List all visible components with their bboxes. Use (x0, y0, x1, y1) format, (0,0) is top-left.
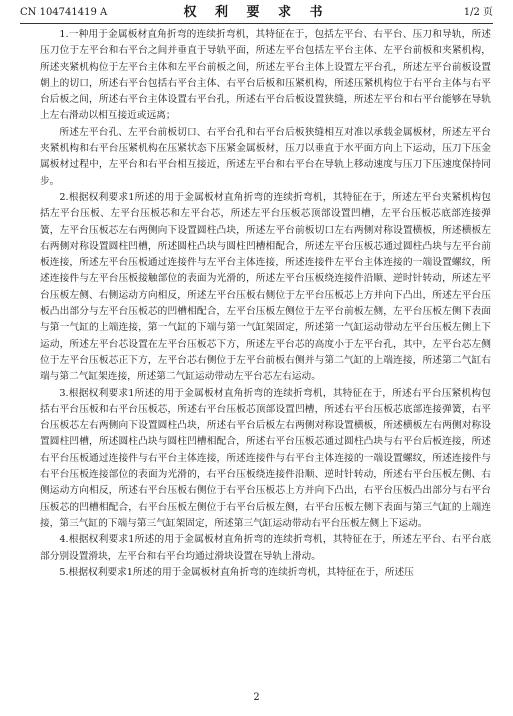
claim-4: 4.根据权利要求1所述的用于金属板材直角折弯的连续折弯机，其特征在于，所述左平台、右平台底部分别设置滑块，左平台和右平台均通过滑块设置在导轨上滑动。 (40, 534, 491, 562)
document-number: CN 104741419 A (20, 7, 108, 18)
claims-body (40, 27, 491, 581)
claim-5: 5.根据权利要求1所述的用于金属板材直角折弯的连续折弯机，其特征在于，所述压 (59, 566, 414, 578)
page-header (20, 4, 493, 21)
page-indicator: 1/2 页 (463, 7, 493, 18)
page-number: 2 (253, 692, 260, 703)
document-title: 权 利 要 求 书 (183, 5, 330, 20)
claim-2: 2.根据权利要求1所述的用于金属板材直角折弯的连续折弯机，其特征在于，所述左平台夹紧机构包括左平台压板、左平台压板芯和左平台芯，所述左平台压板芯顶部设置凹槽，左平台压板芯底部连接弹簧，左平台压板芯左右两侧向下设置圆柱凸块，所述左平台前板切口左右两侧对称设置横板，所述横板左右两侧对称设置圆柱凹槽，所述圆柱凸块与圆柱凹槽相配合，所述左平台压板芯通过圆柱凸块与左平台前板连接，所述左平台压板通过连接件与左平台主体连接，所述连接件左平台主体连接的一端设置螺纹，所述连接件与左平台压板接触部位的表面为光滑的，所述左平台压板绕连接件沿顺、逆时针转动，所述左平台压板左侧、右侧运动方向相反，所述左平台压板右侧位于左平台压板芯上方并向下凸出，所述左平台压板凸出部分与左平台压板芯的凹槽相配合，左平台压板左侧位于左平台前板左侧，左平台压板左侧下表面与第一气缸的上端连接，第一气缸的下端与第一气缸架固定，所述第一气缸运动带动左平台压板左侧上下运动，所述左平台芯设置在左平台压板芯下方，所述左平台芯的高度小于左平台孔，其中，左平台芯左侧位于左平台压板芯正下方，左平台芯右侧位于左平台前板右侧并与第二气缸的上端连接，所述第二气缸右端与第二气缸架连接，所述第二气缸运动带动左平台芯左右运动。 (40, 191, 491, 383)
header-divider (20, 23, 493, 24)
claim-1-continuation: 所述左平台孔、左平台前板切口、右平台孔和右平台后板狭缝相互对准以承载金属板材，所述左平台夹紧机构和右平台压紧机构在压紧状态下压紧金属板材，压刀以垂直于水平面方向上下运动，压刀下压金属板材过程中，左平台和右平台相互接近，所述左平台和右平台在导轨上移动速度与压刀下压速度保持同步。 (40, 126, 491, 187)
claim-1: 1.一种用于金属板材直角折弯的连续折弯机，其特征在于，包括左平台、右平台、压刀和导轨，所述压刀位于左平台和右平台之间并垂直于导轨平面，所述左平台包括左平台主体、左平台前板和夹紧机构，所述夹紧机构位于左平台主体和左平台前板之间，所述左平台主体上设置左平台孔，所述左平台前板设置朝上的切口，所述右平台包括右平台主体、右平台后板和压紧机构，所述压紧机构位于右平台主体与右平台后板之间，所述右平台主体设置右平台孔，所述右平台后板设置狭缝，所述左平台和右平台能够在导轨上左右滑动以相互接近或远离； (40, 29, 491, 122)
claim-3: 3.根据权利要求1所述的用于金属板材直角折弯的连续折弯机，其特征在于，所述右平台压紧机构包括右平台压板和右平台压板芯，所述右平台压板芯顶部设置凹槽，所述右平台压板芯底部连接弹簧，右平台压板芯左右两侧向下设置圆柱凸块，所述右平台后板左右两侧对称设置横板，所述横板左右两侧对称设置圆柱凹槽，所述圆柱凸块与圆柱凹槽相配合，所述右平台压板芯通过圆柱凸块与右平台后板连接，所述右平台压板通过连接件与右平台主体连接，所述连接件与右平台主体连接的一端设置螺纹，所述连接件与右平台压板连接部位的表面为光滑的，右平台压板绕连接件沿顺、逆时针转动，所述右平台压板左侧、右侧运动方向相反，所述右平台压板右侧位于右平台压板芯上方并向下凸出，右平台压板凸出部分与右平台压板芯的凹槽相配合，右平台压板左侧位于右平台后板左侧，右平台压板左侧下表面与第三气缸的上端连接，第三气缸的下端与第三气缸架固定，所述第三气缸运动带动右平台压板左侧上下运动。 (40, 387, 491, 529)
